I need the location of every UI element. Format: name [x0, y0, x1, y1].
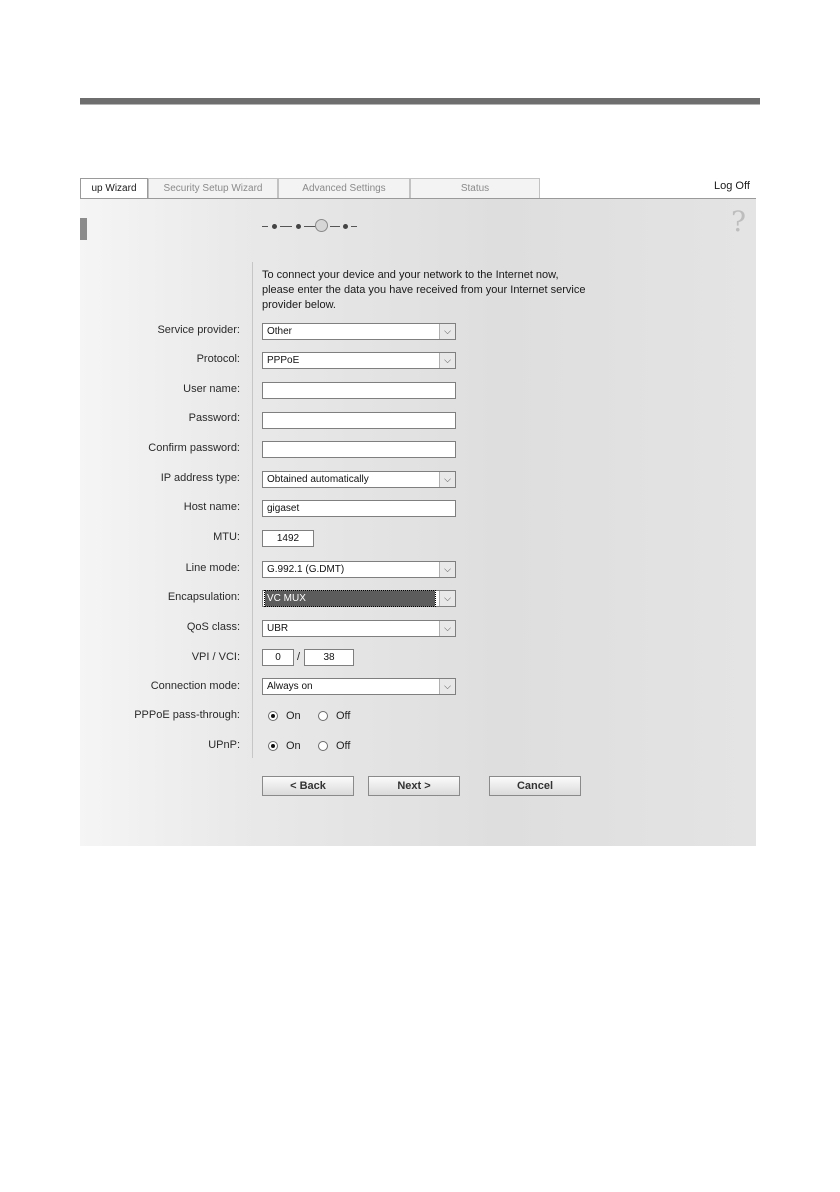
label-divider — [252, 262, 253, 758]
side-marker — [80, 218, 87, 240]
vpi-input[interactable]: 0 — [262, 649, 294, 666]
protocol-label: Protocol: — [196, 353, 240, 365]
upnp-on-label[interactable]: On — [286, 740, 301, 752]
service-provider-label: Service provider: — [157, 324, 240, 336]
host-name-label: Host name: — [183, 501, 240, 513]
line-mode-label: Line mode: — [185, 562, 240, 574]
user-name-input[interactable] — [262, 382, 456, 399]
intro-line-1: To connect your device and your network to the Internet now, — [262, 269, 559, 281]
tab-security-setup-wizard[interactable]: Security Setup Wizard — [148, 178, 278, 198]
user-name-label: User name: — [183, 383, 240, 395]
upnp-label: UPnP: — [208, 739, 240, 751]
chevron-down-icon[interactable]: ⌵ — [439, 324, 455, 339]
vci-input[interactable]: 38 — [304, 649, 354, 666]
chevron-down-icon[interactable]: ⌵ — [439, 472, 455, 487]
help-icon[interactable]: ? — [731, 205, 747, 238]
pppoe-passthrough-on-radio[interactable] — [268, 711, 278, 721]
chevron-down-icon[interactable]: ⌵ — [439, 353, 455, 368]
confirm-password-input[interactable] — [262, 441, 456, 458]
confirm-password-label: Confirm password: — [148, 442, 240, 454]
chevron-down-icon[interactable]: ⌵ — [439, 679, 455, 694]
top-rule — [80, 98, 760, 104]
wizard-progress-indicator — [262, 218, 362, 234]
line-mode-select[interactable]: G.992.1 (G.DMT) ⌵ — [262, 561, 456, 578]
service-provider-select[interactable]: Other ⌵ — [262, 323, 456, 340]
tab-status[interactable]: Status — [410, 178, 540, 198]
pppoe-passthrough-label: PPPoE pass-through: — [134, 709, 240, 721]
connection-mode-select[interactable]: Always on ⌵ — [262, 678, 456, 695]
intro-line-3: provider below. — [262, 299, 336, 311]
pppoe-passthrough-off-radio[interactable] — [318, 711, 328, 721]
encapsulation-label: Encapsulation: — [167, 591, 240, 603]
tab-advanced-settings[interactable]: Advanced Settings — [278, 178, 410, 198]
logoff-link[interactable]: Log Off — [714, 180, 750, 192]
intro-line-2: please enter the data you have received from your Internet service — [262, 284, 586, 296]
chevron-down-icon[interactable]: ⌵ — [439, 591, 455, 606]
vpi-vci-separator: / — [297, 651, 301, 663]
next-button[interactable]: Next > — [368, 776, 460, 796]
current-step-marker — [315, 219, 328, 232]
cancel-button[interactable]: Cancel — [489, 776, 581, 796]
vpi-vci-label: VPI / VCI: — [191, 651, 240, 663]
host-name-input[interactable]: gigaset — [262, 500, 456, 517]
mtu-label: MTU: — [213, 531, 240, 543]
protocol-select[interactable]: PPPoE ⌵ — [262, 352, 456, 369]
upnp-off-radio[interactable] — [318, 741, 328, 751]
upnp-on-radio[interactable] — [268, 741, 278, 751]
password-input[interactable] — [262, 412, 456, 429]
ip-address-type-select[interactable]: Obtained automatically ⌵ — [262, 471, 456, 488]
upnp-off-label[interactable]: Off — [336, 740, 351, 752]
qos-class-select[interactable]: UBR ⌵ — [262, 620, 456, 637]
intro-text — [262, 268, 622, 313]
connection-mode-label: Connection mode: — [150, 680, 240, 692]
chevron-down-icon[interactable]: ⌵ — [439, 562, 455, 577]
ip-address-type-label: IP address type: — [160, 472, 240, 484]
pppoe-passthrough-off-label[interactable]: Off — [336, 710, 351, 722]
encapsulation-select[interactable]: VC MUX ⌵ — [262, 590, 456, 607]
qos-class-label: QoS class: — [186, 621, 240, 633]
pppoe-passthrough-on-label[interactable]: On — [286, 710, 301, 722]
password-label: Password: — [188, 412, 240, 424]
chevron-down-icon[interactable]: ⌵ — [439, 621, 455, 636]
mtu-input[interactable]: 1492 — [262, 530, 314, 547]
tab-setup-wizard[interactable]: up Wizard — [80, 178, 148, 198]
back-button[interactable]: < Back — [262, 776, 354, 796]
